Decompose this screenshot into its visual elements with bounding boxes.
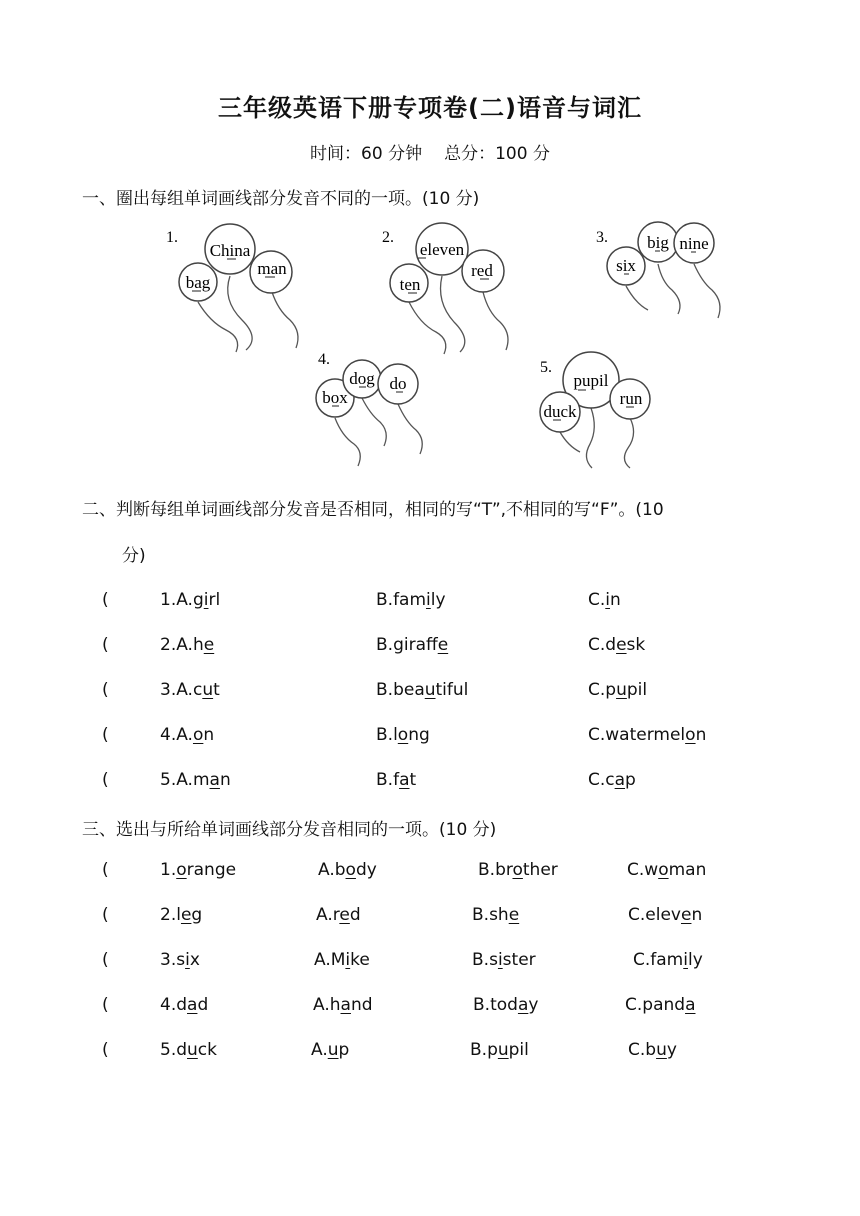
section1-heading: 一、圈出每组单词画线部分发音不同的一项。(10 分) bbox=[82, 189, 480, 209]
balloon-group-2 bbox=[382, 223, 508, 354]
section2-item-2: ( 2.A.he B.giraffe C.desk bbox=[102, 635, 646, 655]
exam-time: 时间：60 分钟 bbox=[310, 144, 423, 164]
svg-text:man: man bbox=[257, 259, 287, 278]
balloon-group-1 bbox=[166, 224, 298, 352]
exam-score: 总分：100 分 bbox=[444, 144, 550, 164]
section2-item-4: ( 4.A.on B.long C.watermelon bbox=[102, 725, 707, 745]
balloon-group-3 bbox=[596, 222, 720, 318]
svg-text:dog: dog bbox=[349, 369, 375, 388]
exam-info bbox=[0, 139, 860, 164]
section3-item-1: ( 1.orange A.body B.brother C.woman bbox=[102, 860, 707, 880]
balloon-group-4 bbox=[316, 351, 422, 466]
section3-heading: 三、选出与所给单词画线部分发音相同的一项。(10 分) bbox=[82, 820, 497, 840]
svg-text:eleven: eleven bbox=[419, 240, 465, 259]
page-title: 三年级英语下册专项卷(二)语音与词汇 bbox=[218, 94, 642, 122]
svg-text:do: do bbox=[389, 374, 407, 393]
svg-text:bag: bag bbox=[185, 273, 211, 292]
section2-heading: 二、判断每组单词画线部分发音是否相同，相同的写“T”,不相同的写“F”。(10 分) bbox=[82, 500, 664, 566]
svg-text:5.: 5. bbox=[540, 359, 552, 376]
svg-text:duck: duck bbox=[543, 402, 577, 421]
balloon-illustration bbox=[150, 210, 750, 475]
svg-text:pupil: pupil bbox=[573, 371, 609, 390]
section3-item-3: ( 3.six A.Mike B.sister C.family bbox=[102, 950, 703, 970]
svg-text:4.: 4. bbox=[318, 351, 330, 368]
svg-text:run: run bbox=[619, 389, 643, 408]
svg-text:red: red bbox=[471, 261, 493, 280]
svg-text:box: box bbox=[322, 388, 348, 407]
svg-text:ten: ten bbox=[399, 275, 421, 294]
section3-item-5: ( 5.duck A.up B.pupil C.buy bbox=[102, 1040, 677, 1060]
svg-text:1.: 1. bbox=[166, 229, 178, 246]
section3-item-4: ( 4.dad A.hand B.today C.panda bbox=[102, 995, 696, 1015]
section2-item-3: ( 3.A.cut B.beautiful C.pupil bbox=[102, 680, 648, 700]
svg-text:China: China bbox=[209, 241, 251, 260]
svg-text:big: big bbox=[647, 233, 669, 252]
section2-item-5: ( 5.A.man B.fat C.cap bbox=[102, 770, 636, 790]
svg-text:nine: nine bbox=[679, 234, 709, 253]
section2-item-1: ( 1.A.girl B.family C.in bbox=[102, 590, 621, 610]
svg-text:3.: 3. bbox=[596, 229, 608, 246]
svg-text:six: six bbox=[616, 256, 636, 275]
svg-text:2.: 2. bbox=[382, 229, 394, 246]
section3-item-2: ( 2.leg A.red B.she C.eleven bbox=[102, 905, 703, 925]
balloon-group-5 bbox=[540, 352, 650, 468]
